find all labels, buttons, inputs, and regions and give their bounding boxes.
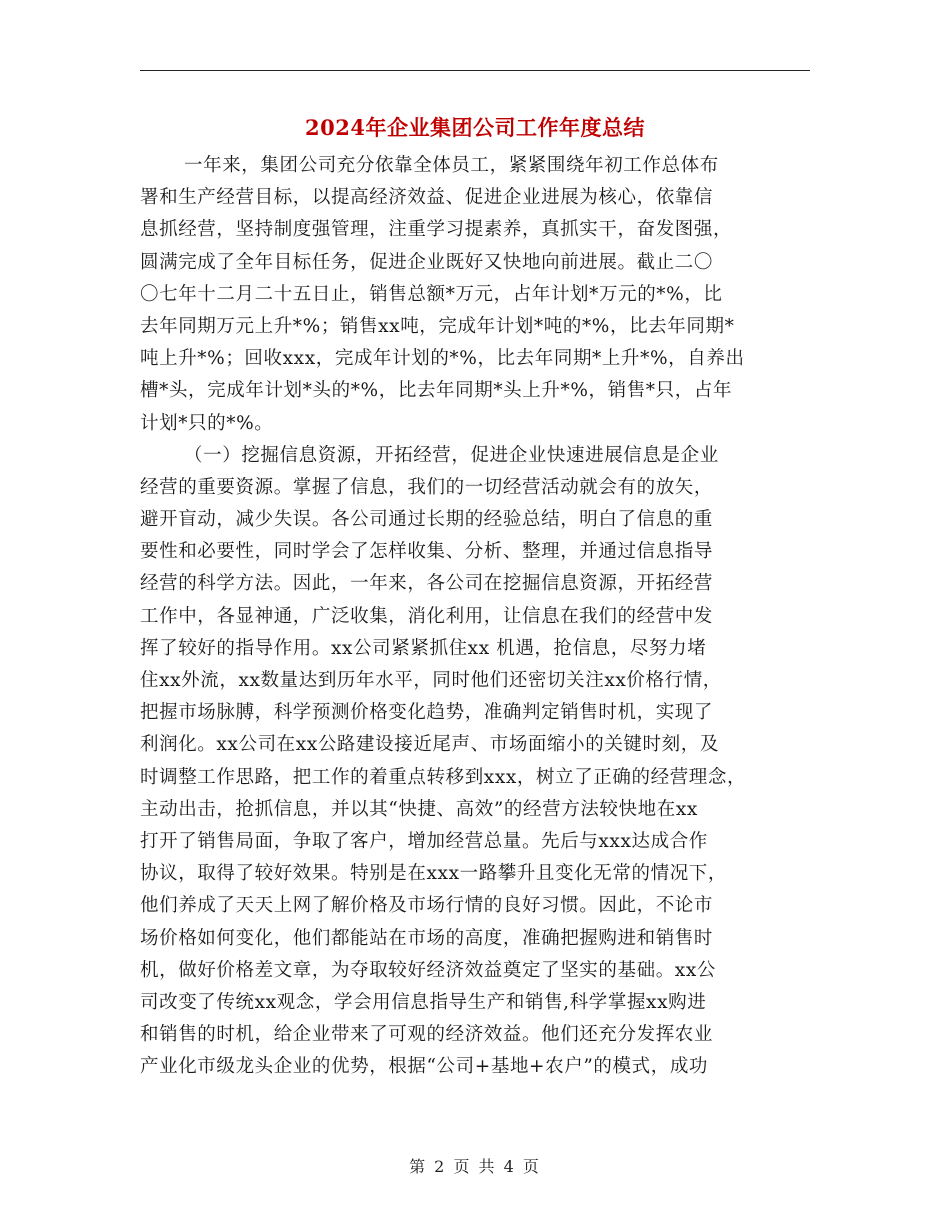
text-line: 槽*头，完成年计划*头的*%，比去年同期*头上升*%，销售*只，占年: [140, 380, 733, 402]
document-body: [140, 150, 830, 1083]
text-line: 住xx外流，xx数量达到历年水平，同时他们还密切关注xx价格行情，: [140, 670, 722, 691]
text-line: 吨上升*%；回收xxx，完成年计划的*%，比去年同期*上升*%，自养出: [140, 348, 745, 370]
text-line: 工作中，各显神通，广泛收集，消化利用，让信息在我们的经营中发: [140, 605, 714, 627]
text-line: 利润化。xx公司在xx公路建设接近尾声、市场面缩小的关键时刻，及: [140, 734, 719, 756]
text-line: 协议，取得了较好效果。特别是在xxx一路攀升且变化无常的情况下，: [140, 863, 728, 885]
text-line: 计划*只的*%。: [140, 412, 274, 434]
paragraph-1: [140, 150, 830, 440]
text-line: 一年来，集团公司充分依靠全体员工，紧紧围绕年初工作总体布: [184, 155, 719, 176]
text-line: 司改变了传统xx观念，学会用信息指导生产和销售,科学掌握xx购进: [140, 991, 707, 1013]
text-line: 把握市场脉膊，科学预测价格变化趋势，准确判定销售时机，实现了: [140, 702, 714, 724]
text-line: 圆满完成了全年目标任务，促进企业既好又快地向前进展。截止二〇: [140, 251, 714, 273]
text-line: （一）挖掘信息资源，开拓经营，促进企业快速进展信息是企业: [184, 444, 719, 466]
text-line: 息抓经营，坚持制度强管理，注重学习提素养，真抓实干，奋发图强，: [140, 219, 733, 241]
text-line: 主动出击，抢抓信息，并以其“快捷、高效”的经营方法较快地在xx: [140, 798, 698, 820]
text-line: 他们养成了天天上网了解价格及市场行情的良好习惯。因此，不论市: [140, 895, 714, 917]
text-line: 经营的科学方法。因此，一年来，各公司在挖掘信息资源，开拓经营: [140, 573, 714, 595]
text-line: 打开了销售局面，争取了客户，增加经营总量。先后与xxx达成合作: [140, 830, 708, 852]
text-line: 署和生产经营目标，以提高经济效益、促进企业进展为核心，依靠信: [140, 187, 714, 209]
text-line: 经营的重要资源。掌握了信息，我们的一切经营活动就会有的放矢，: [140, 476, 714, 498]
text-line: 去年同期万元上升*%；销售xx吨，完成年计划*吨的*%，比去年同期*: [140, 315, 735, 337]
page-number-footer: 第 2 页 共 4 页: [409, 1157, 541, 1176]
text-line: 产业化市级龙头企业的优势，根据“公司+基地+农户”的模式，成功: [140, 1056, 709, 1078]
header-rule: [140, 70, 810, 71]
text-line: 挥了较好的指导作用。xx公司紧紧抓住xx 机遇，抢信息，尽努力堵: [140, 637, 707, 659]
text-line: 场价格如何变化，他们都能站在市场的高度，准确把握购进和销售时: [140, 927, 714, 949]
text-line: 避开盲动，减少失误。各公司通过长期的经验总结，明白了信息的重: [140, 509, 714, 531]
text-line: 和销售的时机，给企业带来了可观的经济效益。他们还充分发挥农业: [140, 1024, 714, 1046]
text-line: 机，做好价格差文章，为夺取较好经济效益奠定了坚实的基础。xx公: [140, 959, 716, 981]
document-title: 2024年企业集团公司工作年度总结: [305, 115, 645, 140]
text-line: 时调整工作思路，把工作的着重点转移到xxx，树立了正确的经营理念，: [140, 766, 747, 788]
text-line: 〇七年十二月二十五日止，销售总额*万元，占年计划*万元的*%，比: [140, 283, 723, 305]
paragraph-2: [140, 440, 830, 1084]
text-line: 要性和必要性，同时学会了怎样收集、分析、整理，并通过信息指导: [140, 541, 714, 563]
